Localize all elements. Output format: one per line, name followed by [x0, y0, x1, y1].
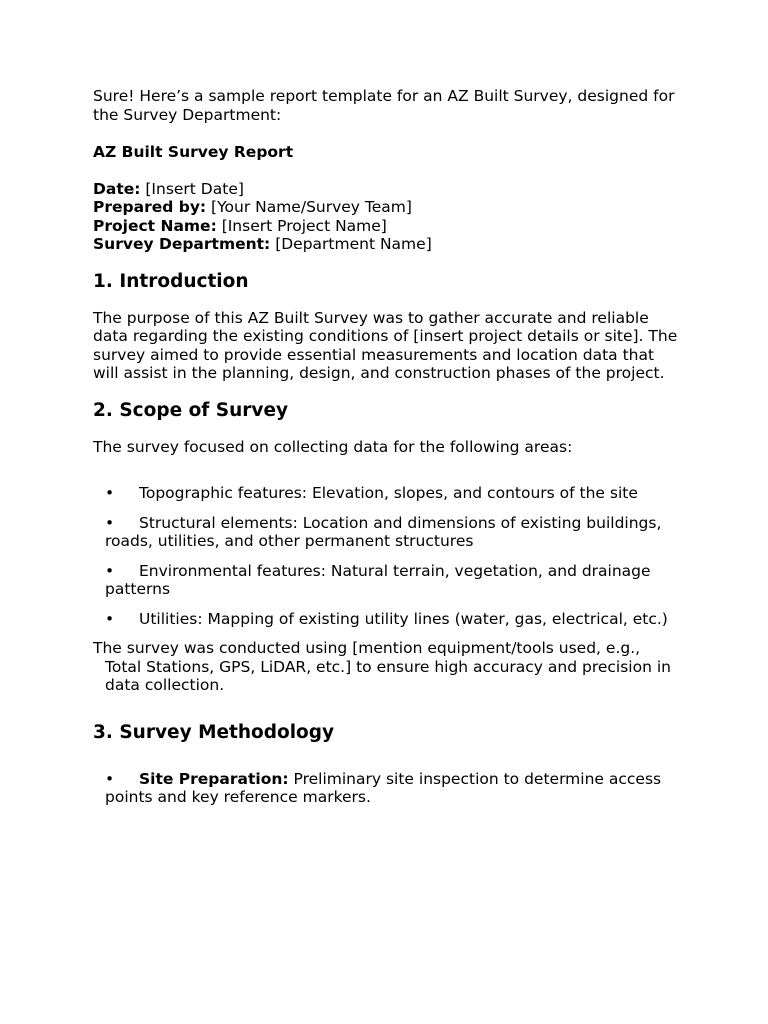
list-item	[93, 562, 678, 599]
scope-list	[93, 484, 678, 628]
methodology-list	[93, 770, 678, 807]
list-item-text: Preliminary site inspection to determine access points and key reference markers.	[105, 769, 662, 806]
meta-value: [Insert Project Name]	[216, 216, 387, 235]
meta-label: Date:	[93, 179, 141, 198]
bullet-icon: •	[105, 609, 115, 628]
report-title: AZ Built Survey Report	[93, 143, 294, 161]
meta-value: [Insert Date]	[140, 179, 244, 198]
meta-date	[93, 180, 678, 199]
list-item	[93, 484, 678, 503]
scope-closing: The survey was conducted using [mention equipment/tools used, e.g., Total Stations, GPS, LiDAR, etc.] to ensure high accuracy and precision in data collection.	[93, 639, 671, 694]
bullet-icon: •	[105, 513, 115, 532]
meta-label: Survey Department:	[93, 235, 271, 253]
list-item-text: Utilities: Mapping of existing utility lines (water, gas, electrical, etc.)	[139, 609, 668, 628]
introduction-body: The purpose of this AZ Built Survey was to gather accurate and reliable data regarding the existing conditions of [insert project details or site]. The survey aimed to provide essential measurements and location data that will assist in the planning, design, and construction phases of the project.	[93, 308, 678, 382]
heading-methodology: 3. Survey Methodology	[93, 721, 335, 743]
list-item	[93, 770, 678, 807]
report-meta	[93, 180, 678, 254]
list-item-text: Environmental features: Natural terrain, vegetation, and drainage patterns	[105, 561, 651, 598]
scope-lead: The survey focused on collecting data for the following areas:	[93, 437, 573, 456]
intro-text: Sure! Here’s a sample report template for an AZ Built Survey, designed for the Survey Department:	[93, 87, 675, 124]
meta-label: Project Name:	[93, 216, 217, 235]
meta-label: Prepared by:	[93, 198, 207, 216]
meta-value: [Your Name/Survey Team]	[206, 198, 412, 216]
heading-scope: 2. Scope of Survey	[93, 399, 289, 421]
meta-survey-department	[93, 235, 678, 254]
bullet-icon: •	[105, 484, 115, 502]
list-item	[93, 610, 678, 629]
heading-introduction: 1. Introduction	[93, 270, 249, 292]
list-item-text: Structural elements: Location and dimensions of existing buildings, roads, utilities, and other permanent structures	[105, 513, 662, 550]
meta-value: [Department Name]	[270, 235, 432, 253]
list-item-label: Site Preparation:	[139, 769, 289, 788]
bullet-icon: •	[105, 561, 115, 580]
bullet-icon: •	[105, 769, 115, 788]
list-item-text: Topographic features: Elevation, slopes, and contours of the site	[139, 484, 638, 502]
meta-project-name	[93, 217, 678, 236]
list-item	[93, 514, 678, 551]
meta-prepared-by	[93, 198, 678, 217]
